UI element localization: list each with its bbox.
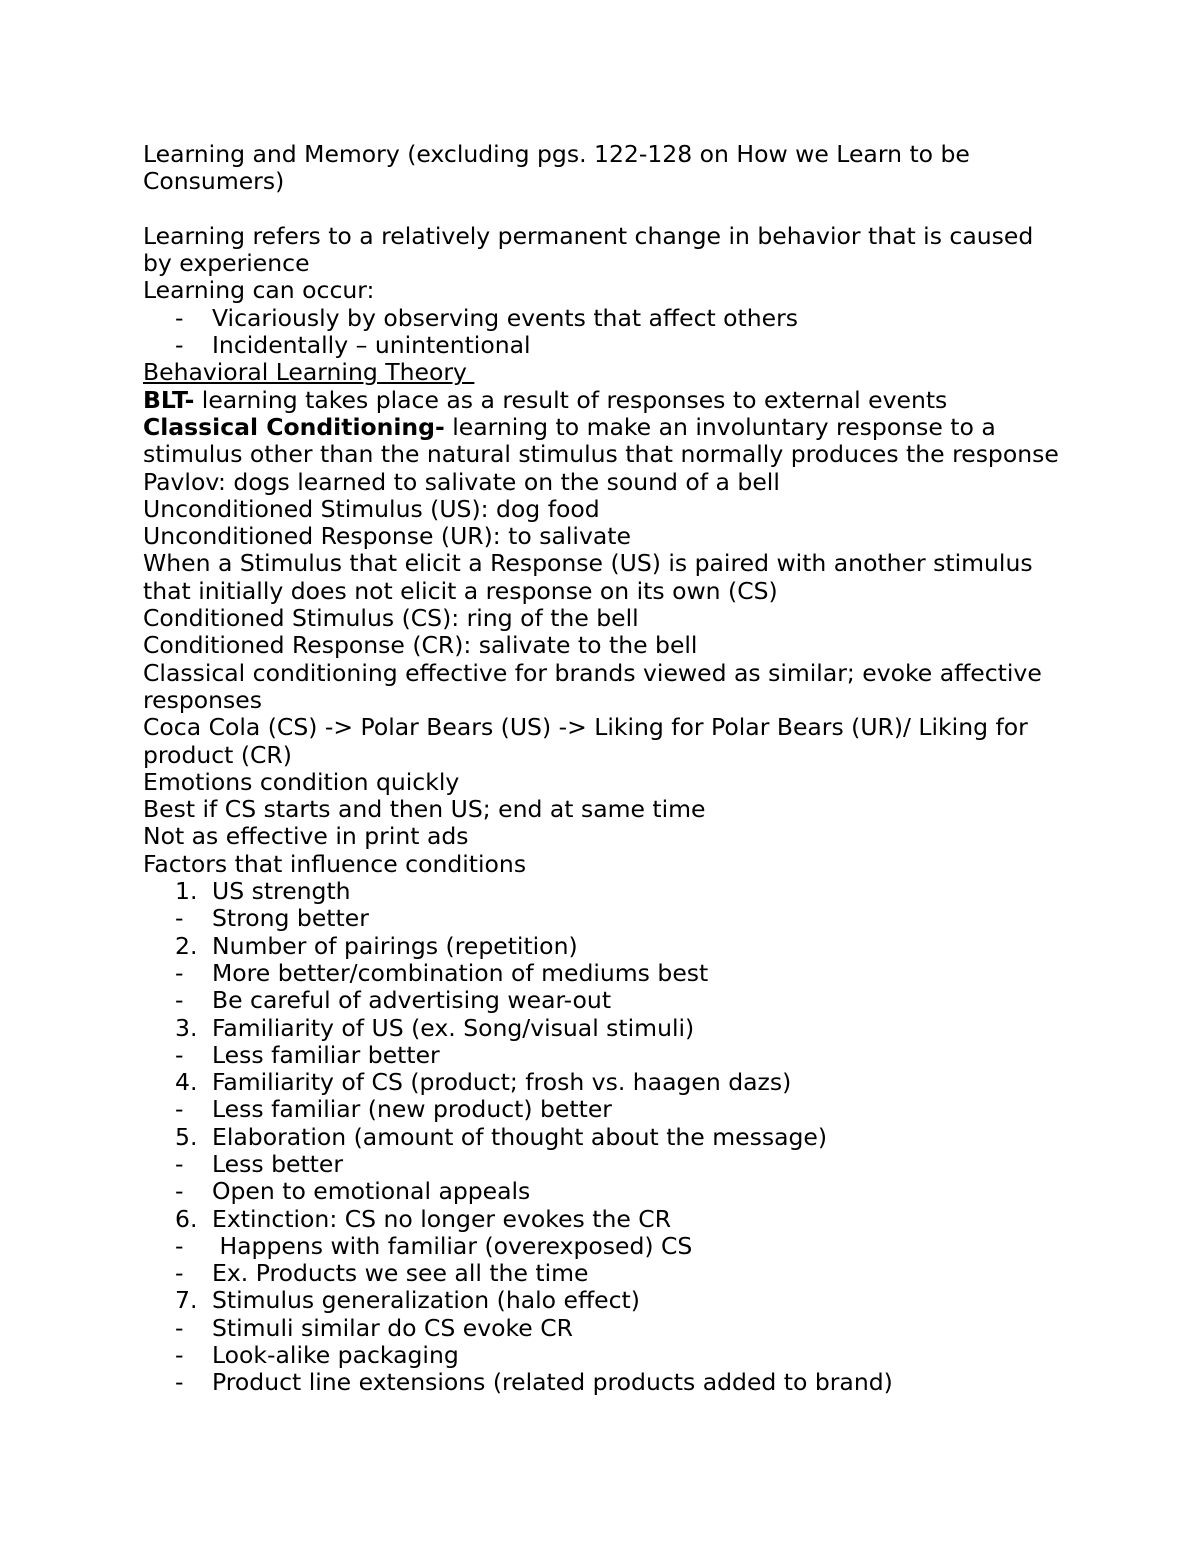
factor-item	[143, 1369, 1103, 1396]
factor-item	[143, 1287, 1103, 1314]
factor-item	[143, 1151, 1103, 1178]
classical-conditioning-definition-line-1	[143, 414, 1103, 441]
note-line: Coca Cola (CS) -> Polar Bears (US) -> Liking for Polar Bears (UR)/ Liking for	[143, 713, 1028, 742]
factor-text: Be careful of advertising wear-out	[212, 986, 612, 1015]
bullet-dash: -	[175, 303, 184, 332]
bullet-text: Vicariously by observing events that affect others	[212, 303, 799, 332]
learning-definition-line-1: Learning refers to a relatively permanent change in behavior that is caused	[143, 221, 1034, 250]
factor-item	[143, 1342, 1103, 1369]
factor-marker: 5.	[175, 1122, 198, 1151]
factor-marker: 1.	[175, 877, 198, 906]
bullet-dash: -	[175, 331, 184, 360]
note-line: Unconditioned Response (UR): to salivate	[143, 522, 631, 551]
blt-definition-text: learning takes place as a result of responses to external events	[194, 385, 948, 414]
factor-marker: -	[175, 1368, 184, 1397]
factor-marker: -	[175, 904, 184, 933]
bullet-text: Incidentally – unintentional	[212, 331, 531, 360]
learning-can-occur: Learning can occur:	[143, 276, 375, 305]
factor-item	[143, 905, 1103, 932]
factor-item	[143, 1178, 1103, 1205]
note-line: Best if CS starts and then US; end at same time	[143, 795, 706, 824]
factor-item	[143, 1206, 1103, 1233]
factor-text: Ex. Products we see all the time	[212, 1259, 589, 1288]
factor-marker: -	[175, 1313, 184, 1342]
factor-item	[143, 878, 1103, 905]
factor-text: Open to emotional appeals	[212, 1177, 531, 1206]
factor-marker: -	[175, 1259, 184, 1288]
document-title-line-1: Learning and Memory (excluding pgs. 122-128 on How we Learn to be	[143, 140, 970, 168]
factor-marker: -	[175, 986, 184, 1015]
learning-definition-line-2: by experience	[143, 249, 310, 278]
factor-marker: -	[175, 958, 184, 987]
blt-term: BLT-	[143, 385, 195, 414]
note-line: Emotions condition quickly	[143, 767, 460, 796]
factor-item	[143, 1260, 1103, 1287]
classical-conditioning-definition-text: learning to make an involuntary response to a	[444, 412, 996, 441]
section-heading-blt: Behavioral Learning Theory	[143, 358, 475, 387]
factors-list	[143, 878, 1103, 1397]
bullet-item	[143, 305, 1103, 332]
factor-text: Extinction: CS no longer evokes the CR	[212, 1204, 672, 1233]
factor-text: Elaboration (amount of thought about the message)	[212, 1122, 828, 1151]
factor-marker: 3.	[175, 1013, 198, 1042]
factor-item	[143, 960, 1103, 987]
note-line: Conditioned Stimulus (CS): ring of the bell	[143, 604, 639, 633]
blank-line	[143, 196, 1103, 223]
factor-text: Familiarity of CS (product; frosh vs. haagen dazs)	[212, 1068, 792, 1097]
note-line: Factors that influence conditions	[143, 849, 527, 878]
factor-text: Strong better	[212, 904, 369, 933]
factor-text: Less better	[212, 1149, 344, 1178]
document-page	[143, 141, 1103, 1397]
factor-marker: 4.	[175, 1068, 198, 1097]
factor-marker: 6.	[175, 1204, 198, 1233]
factor-item	[143, 933, 1103, 960]
factor-text: Product line extensions (related products added to brand)	[212, 1368, 893, 1397]
factor-item	[143, 1042, 1103, 1069]
factor-text: Happens with familiar (overexposed) CS	[212, 1231, 693, 1260]
note-line: that initially does not elicit a response on its own (CS)	[143, 576, 778, 605]
factor-marker: -	[175, 1341, 184, 1370]
factor-item	[143, 1069, 1103, 1096]
factor-marker: 2.	[175, 931, 198, 960]
document-title-line-2: Consumers)	[143, 167, 285, 196]
classical-conditioning-term: Classical Conditioning-	[143, 412, 445, 441]
factor-marker: -	[175, 1040, 184, 1069]
factor-marker: -	[175, 1095, 184, 1124]
factor-text: Less familiar (new product) better	[212, 1095, 612, 1124]
factor-marker: -	[175, 1231, 184, 1260]
factor-marker: -	[175, 1149, 184, 1178]
classical-conditioning-definition-line-2: stimulus other than the natural stimulus that normally produces the response	[143, 440, 1059, 469]
factor-item	[143, 1124, 1103, 1151]
factor-text: Less familiar better	[212, 1040, 440, 1069]
factor-item	[143, 1315, 1103, 1342]
factor-text: Stimulus generalization (halo effect)	[212, 1286, 640, 1315]
factor-text: More better/combination of mediums best	[212, 958, 709, 987]
factor-text: Number of pairings (repetition)	[212, 931, 578, 960]
blt-definition	[143, 387, 1103, 414]
factor-marker: 7.	[175, 1286, 198, 1315]
note-line: responses	[143, 685, 262, 714]
bullet-item	[143, 332, 1103, 359]
factor-text: Look-alike packaging	[212, 1341, 459, 1370]
factor-text: Familiarity of US (ex. Song/visual stimuli)	[212, 1013, 695, 1042]
factor-item	[143, 1096, 1103, 1123]
note-line: Conditioned Response (CR): salivate to the bell	[143, 631, 698, 660]
note-line: Classical conditioning effective for brands viewed as similar; evoke affective	[143, 658, 1042, 687]
factor-item	[143, 1015, 1103, 1042]
factor-text: Stimuli similar do CS evoke CR	[212, 1313, 573, 1342]
factor-text: US strength	[212, 877, 351, 906]
note-line: Not as effective in print ads	[143, 822, 469, 851]
factor-item	[143, 987, 1103, 1014]
factor-marker: -	[175, 1177, 184, 1206]
note-line: product (CR)	[143, 740, 292, 769]
note-line: Pavlov: dogs learned to salivate on the sound of a bell	[143, 467, 780, 496]
factor-item	[143, 1233, 1103, 1260]
note-line: When a Stimulus that elicit a Response (US) is paired with another stimulus	[143, 549, 1033, 578]
note-line: Unconditioned Stimulus (US): dog food	[143, 494, 600, 523]
